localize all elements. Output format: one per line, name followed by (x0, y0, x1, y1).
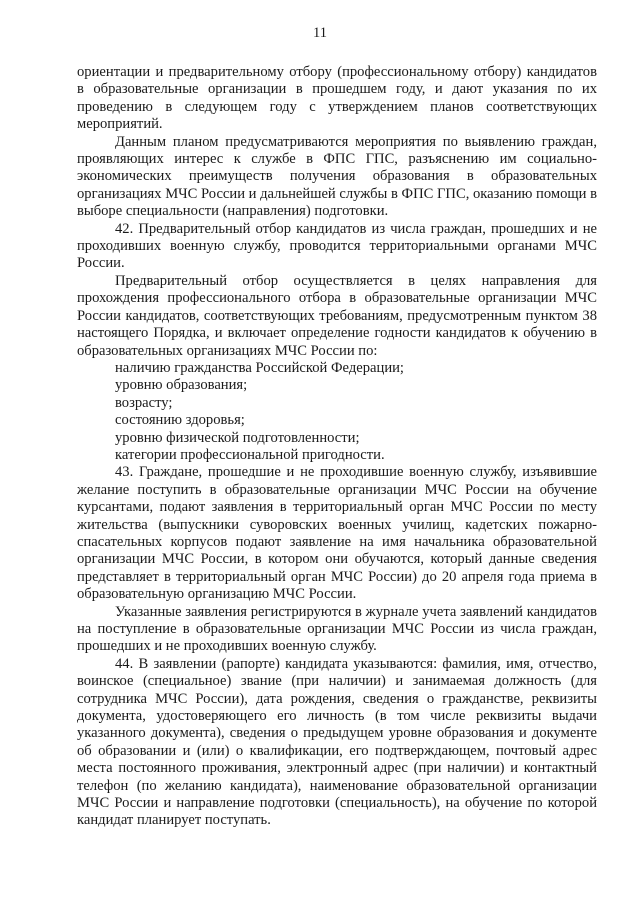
criteria-item: категории профессиональной пригодности. (115, 446, 385, 463)
paragraph-plan: Данным планом предусматриваются мероприятия по выявлению граждан, проявляющих интерес к службе в ФПС ГПС, разъяснению им социально-экономических преимуществ получения образования в образовательных организациях МЧС России и дальнейшей службы в ФПС ГПС, оказанию помощи в выборе специальности (направления) подготовки. (77, 133, 598, 220)
paragraph-42: 42. Предварительный отбор кандидатов из числа граждан, прошедших и не проходивших военную службу, проводится территориальными органами МЧС России. (77, 220, 597, 272)
paragraph-continuation: ориентации и предварительному отбору (профессиональному отбору) кандидатов в образовательные организации в прошедшем году, и дают указания по их проведению в следующем году с утверждением планов соответствующих мероприятий. (77, 64, 597, 133)
document-body (77, 64, 597, 830)
paragraph-43: 43. Граждане, прошедшие и не проходившие военную службу, изъявившие желание поступить в образовательные организации МЧС России на обучение курсантами, подают заявления в территориальный орган МЧС России по месту жительства (выпускники суворовских военных училищ, кадетских пожарно-спасательных корпусов подают заявление на имя начальника образовательной организации МЧС России, в котором они обучаются, который данные сведения представляет в территориальный орган МЧС России) до 20 апреля года приема в образовательную организацию МЧС России. (77, 464, 597, 603)
paragraph-42-criteria: Предварительный отбор осуществляется в целях направления для прохождения профессионального отбора в образовательные организации МЧС России кандидатов, соответствующих требованиям, предусмотренным пунктом 38 настоящего Порядка, и включает определение годности кандидатов к обучению в образовательных организациях МЧС России по: (77, 272, 597, 359)
criteria-item: состоянию здоровья; (115, 412, 245, 429)
paragraph-43-registry: Указанные заявления регистрируются в журнале учета заявлений кандидатов на поступление в образовательные организации МЧС России из числа граждан, прошедших и не проходивших военную службу. (77, 603, 597, 655)
paragraph-44: 44. В заявлении (рапорте) кандидата указываются: фамилия, имя, отчество, воинское (специальное) звание (при наличии) и занимаемая должность (для сотрудника МЧС России), дата рождения, сведения о гражданстве, реквизиты документа, удостоверяющего его личность (в том числе реквизиты выдачи указанного документа), сведения о предыдущем уровне образования и документе об образовании и (или) о квалификации, его подтверждающем, почтовый адрес места постоянного проживания, электронный адрес (при наличии) и контактный телефон (по желанию кандидата), наименование образовательной организации МЧС России и направление подготовки (специальность), на обучение по которой кандидат планирует поступать. (77, 655, 597, 829)
page-number: 11 (313, 25, 327, 41)
criteria-item: наличию гражданства Российской Федерации; (115, 359, 404, 376)
criteria-item: уровню образования; (115, 377, 248, 394)
criteria-item: возрасту; (115, 394, 173, 411)
criteria-item: уровню физической подготовленности; (115, 429, 360, 446)
